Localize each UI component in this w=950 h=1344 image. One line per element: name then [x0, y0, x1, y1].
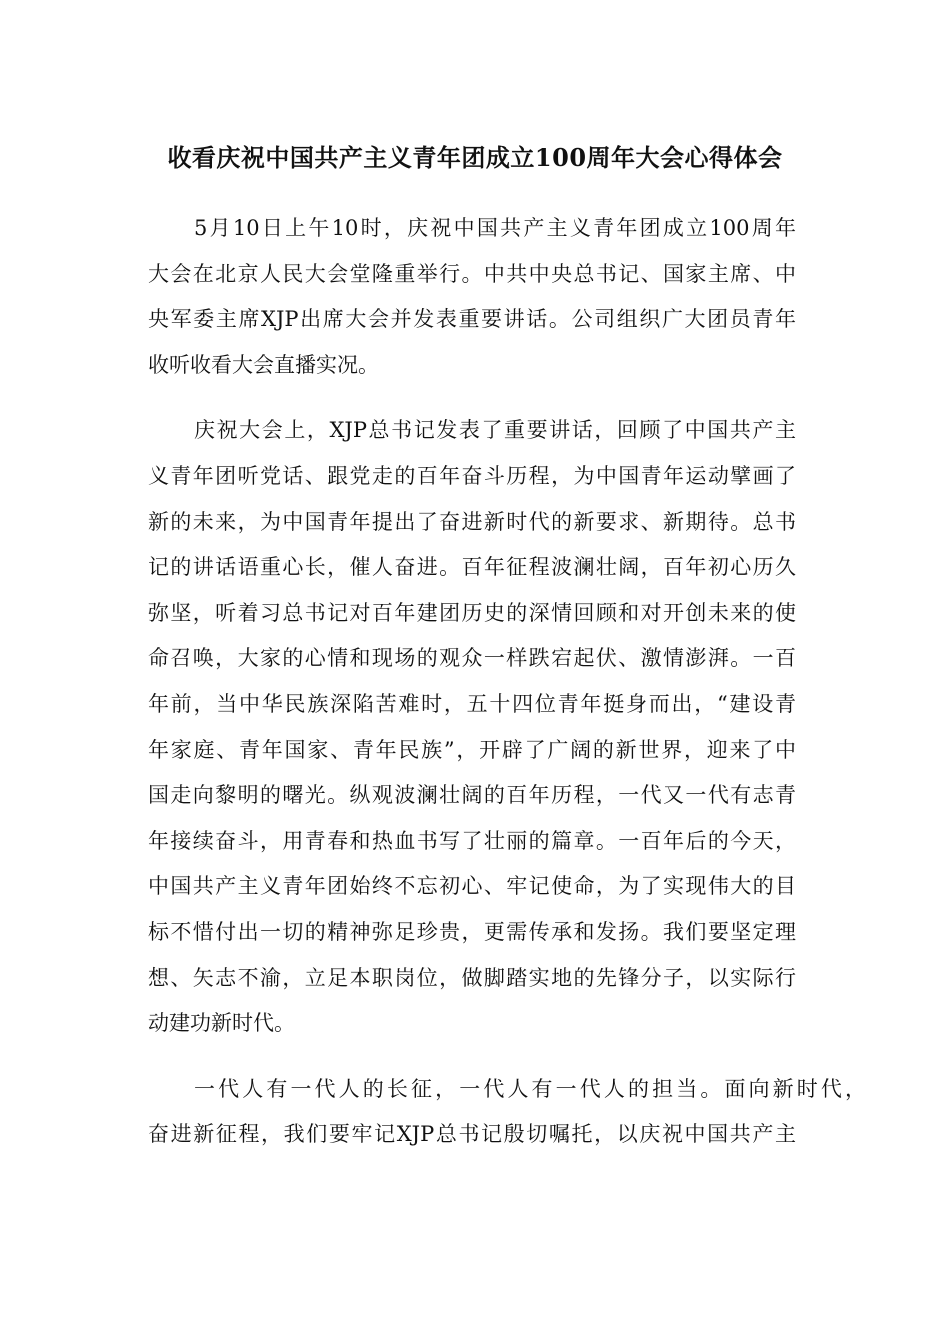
text-line: 庆祝大会上，XJP总书记发表了重要讲话，回顾了中国共产主	[194, 418, 796, 443]
text-line: 年接续奋斗，用青春和热血书写了壮丽的篇章。一百年后的今天，	[148, 828, 796, 853]
document-title: 收看庆祝中国共产主义青年团成立100周年大会心得体会	[167, 143, 783, 172]
text-line: 年家庭、青年国家、青年民族”，开辟了广阔的新世界，迎来了中	[148, 737, 796, 762]
text-line: 收听收看大会直播实况。	[148, 352, 379, 377]
text-line: 义青年团听党话、跟党走的百年奋斗历程，为中国青年运动擘画了	[148, 463, 796, 488]
text-line: 5月10日上午10时，庆祝中国共产主义青年团成立100周年	[194, 216, 796, 240]
text-line: 中国共产主义青年团始终不忘初心、牢记使命，为了实现伟大的目	[148, 874, 796, 899]
text-line: 一代人有一代人的长征，一代人有一代人的担当。面向新时代，	[194, 1076, 866, 1101]
document-body	[148, 209, 866, 1181]
text-line: 动建功新时代。	[148, 1011, 295, 1036]
paragraph-1	[148, 209, 796, 391]
text-line: 想、矢志不渝，立足本职岗位，做脚踏实地的先锋分子，以实际行	[148, 965, 796, 990]
text-line: 国走向黎明的曙光。纵观波澜壮阔的百年历程，一代又一代有志青	[148, 783, 796, 808]
text-line: 弥坚，听着习总书记对百年建团历史的深情回顾和对开创未来的使	[148, 600, 796, 625]
paragraph-3	[148, 1070, 866, 1161]
text-line: 奋进新征程，我们要牢记XJP总书记殷切嘱托，以庆祝中国共产主	[148, 1122, 796, 1147]
text-line: 年前，当中华民族深陷苦难时，五十四位青年挺身而出，“建设青	[148, 691, 796, 716]
text-line: 命召唤，大家的心情和现场的观众一样跌宕起伏、激情澎湃。一百	[148, 646, 796, 671]
text-line: 新的未来，为中国青年提出了奋进新时代的新要求、新期待。总书	[148, 509, 796, 534]
paragraph-2	[148, 411, 796, 1049]
text-line: 大会在北京人民大会堂隆重举行。中共中央总书记、国家主席、中	[148, 261, 796, 286]
text-line: 标不惜付出一切的精神弥足珍贵，更需传承和发扬。我们要坚定理	[148, 919, 796, 944]
text-line: 央军委主席XJP出席大会并发表重要讲话。公司组织广大团员青年	[148, 307, 796, 332]
text-line: 记的讲话语重心长，催人奋进。百年征程波澜壮阔，百年初心历久	[148, 555, 796, 580]
